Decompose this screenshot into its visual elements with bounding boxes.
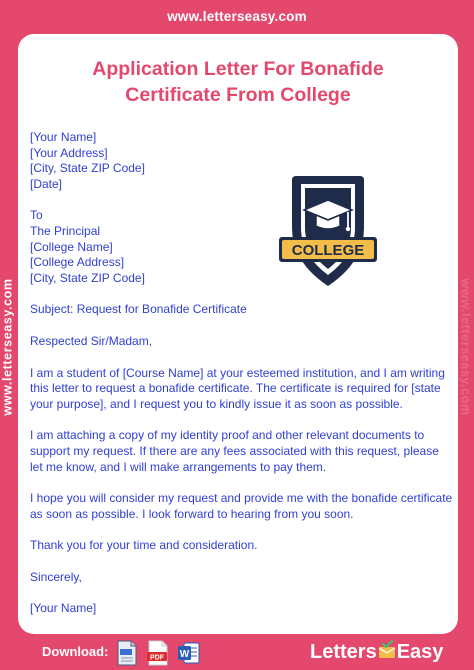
site-url-header: www.letterseasy.com bbox=[167, 8, 307, 24]
sender-name: [Your Name] bbox=[30, 130, 97, 144]
brand-part-1: Letters bbox=[310, 640, 377, 663]
svg-text:PDF: PDF bbox=[150, 654, 164, 662]
sender-city: [City, State ZIP Code] bbox=[30, 161, 145, 176]
title-line-1: Application Letter For Bonafide bbox=[92, 58, 384, 80]
download-label: Download: bbox=[42, 644, 109, 659]
letter-body bbox=[30, 130, 453, 617]
salutation: Respected Sir/Madam, bbox=[30, 333, 153, 348]
brand-logo bbox=[310, 639, 443, 665]
envelope-check-icon bbox=[378, 640, 396, 660]
recipient-title: The Principal bbox=[30, 223, 101, 238]
page-title bbox=[38, 56, 438, 108]
recipient-college: [College Name] bbox=[30, 239, 113, 254]
closing-line: Sincerely, bbox=[30, 569, 82, 584]
para1-line-2: this letter to request a bonafide certificate. The certificate is required for [state bbox=[30, 381, 441, 396]
sender-address: [Your Address] bbox=[30, 145, 108, 160]
word-file-icon[interactable] bbox=[178, 640, 200, 666]
side-watermark-left: www.letterseasy.com bbox=[1, 278, 15, 416]
title-line-2: Certificate From College bbox=[125, 84, 351, 106]
side-watermark-right: www.letterseasy.com bbox=[459, 278, 473, 416]
para3-line-2: as soon as possible. I look forward to hearing from you soon. bbox=[30, 506, 354, 521]
download-footer bbox=[0, 634, 474, 670]
para2-line-1: I am attaching a copy of my identity proof and other relevant documents to bbox=[30, 428, 425, 443]
recipient-address: [College Address] bbox=[30, 255, 125, 270]
subject-line: Subject: Request for Bonafide Certificate bbox=[30, 302, 247, 317]
doc-file-icon[interactable] bbox=[116, 640, 138, 666]
para1-line-1: I am a student of [Course Name] at your esteemed institution, and I am writing bbox=[30, 365, 445, 380]
para3-line-1: I hope you will consider my request and provide me with the bonafide certificate bbox=[30, 491, 453, 506]
pdf-file-icon[interactable] bbox=[147, 640, 169, 666]
para2-line-3: let me know, and I will make arrangements to pay them. bbox=[30, 459, 327, 474]
badge-label: COLLEGE bbox=[291, 242, 365, 259]
para2-line-2: support my request. If there are any fees associated with this request, please bbox=[30, 443, 439, 458]
svg-text:W: W bbox=[179, 649, 190, 660]
thanks-line: Thank you for your time and consideration. bbox=[30, 538, 258, 553]
para1-line-3: your purpose], and I request you to kindly issue it as soon as possible. bbox=[30, 396, 403, 411]
brand-part-2: Easy bbox=[396, 640, 444, 663]
sender-date: [Date] bbox=[30, 176, 63, 191]
recipient-city: [City, State ZIP Code] bbox=[30, 270, 145, 285]
to-label: To bbox=[30, 208, 43, 223]
signature-line: [Your Name] bbox=[30, 601, 97, 616]
letter-card bbox=[18, 34, 458, 634]
